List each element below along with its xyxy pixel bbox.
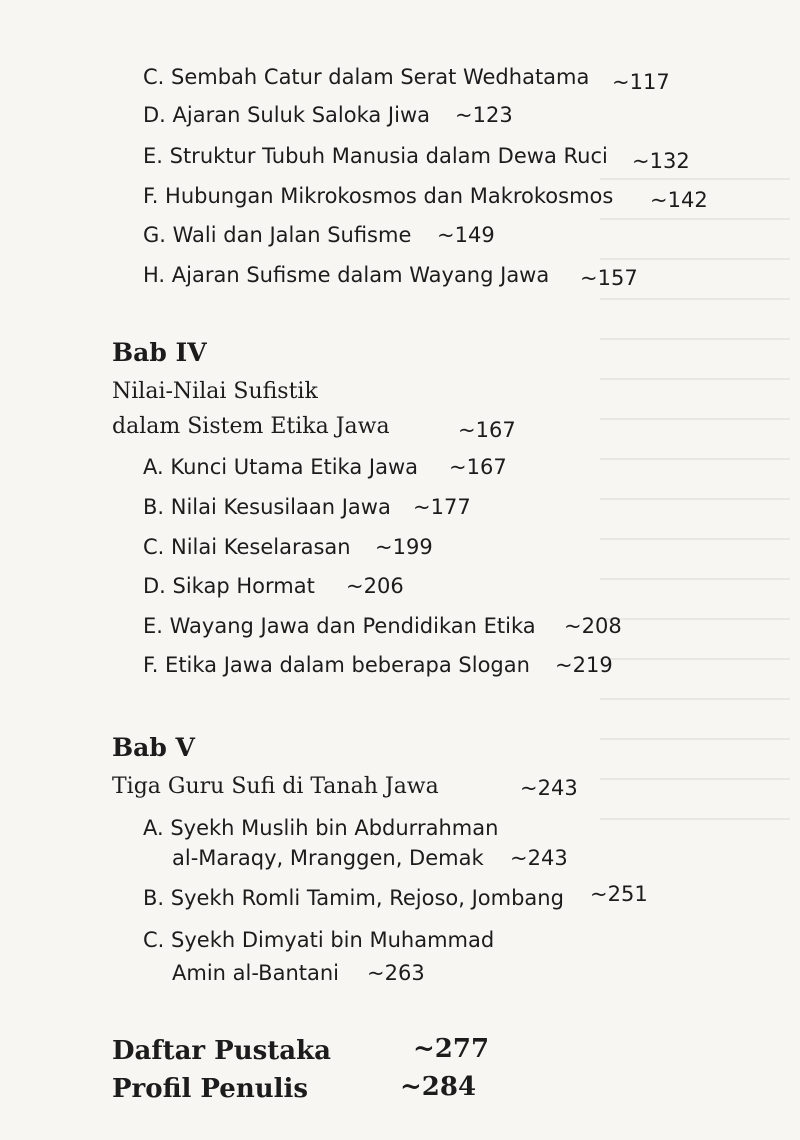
- toc-entry-page: ~167: [449, 455, 507, 479]
- toc-entry-page: ~263: [367, 961, 425, 985]
- toc-entry-page: ~251: [590, 882, 648, 906]
- chapter-title-line1: Nilai-Nilai Sufistik: [112, 379, 318, 404]
- back-matter-label: Daftar Pustaka: [112, 1036, 331, 1066]
- toc-entry-page: ~219: [555, 653, 613, 677]
- chapter-title-page: ~167: [458, 418, 516, 442]
- toc-entry-label: E. Struktur Tubuh Manusia dalam Dewa Ruci: [143, 144, 608, 168]
- toc-entry-label: C. Nilai Keselarasan: [143, 535, 351, 559]
- toc-entry-label: H. Ajaran Sufisme dalam Wayang Jawa: [143, 263, 550, 287]
- toc-entry-label-cont: al-Maraqy, Mranggen, Demak: [172, 846, 484, 870]
- toc-entry-label-cont: Amin al-Bantani: [172, 961, 340, 985]
- toc-entry-page: ~142: [650, 188, 708, 212]
- toc-entry-label: B. Nilai Kesusilaan Jawa: [143, 495, 391, 519]
- back-matter-page: ~284: [400, 1072, 477, 1102]
- toc-entry-label: E. Wayang Jawa dan Pendidikan Etika: [143, 614, 536, 638]
- toc-entry-label: B. Syekh Romli Tamim, Rejoso, Jombang: [143, 886, 564, 910]
- toc-entry-label: G. Wali dan Jalan Sufisme: [143, 223, 412, 247]
- chapter-title-line2: dalam Sistem Etika Jawa: [112, 414, 390, 439]
- bleed-through-texture: [600, 150, 790, 850]
- back-matter-page: ~277: [413, 1034, 490, 1064]
- toc-entry-page: ~177: [413, 495, 471, 519]
- toc-entry-page: ~117: [612, 70, 670, 94]
- toc-entry-label: A. Syekh Muslih bin Abdurrahman: [143, 816, 499, 840]
- toc-entry-label: F. Hubungan Mikrokosmos dan Makrokosmos: [143, 184, 614, 208]
- toc-entry-page: ~157: [580, 266, 638, 290]
- toc-entry-label: F. Etika Jawa dalam beberapa Slogan: [143, 653, 530, 677]
- toc-entry-label: C. Sembah Catur dalam Serat Wedhatama: [143, 65, 590, 89]
- chapter-title: Tiga Guru Sufi di Tanah Jawa: [112, 774, 439, 799]
- chapter-title-page: ~243: [520, 776, 578, 800]
- toc-entry-label: C. Syekh Dimyati bin Muhammad: [143, 928, 495, 952]
- back-matter-label: Profil Penulis: [112, 1074, 309, 1104]
- toc-entry-page: ~132: [632, 149, 690, 173]
- toc-entry-page: ~243: [510, 846, 568, 870]
- chapter-heading: Bab V: [112, 733, 195, 762]
- toc-entry-label: A. Kunci Utama Etika Jawa: [143, 455, 418, 479]
- toc-entry-label: D. Ajaran Suluk Saloka Jiwa: [143, 103, 430, 127]
- toc-entry-page: ~149: [437, 223, 495, 247]
- toc-entry-page: ~123: [455, 103, 513, 127]
- toc-entry-page: ~199: [375, 535, 433, 559]
- toc-entry-page: ~208: [564, 614, 622, 638]
- toc-entry-page: ~206: [346, 574, 404, 598]
- toc-entry-label: D. Sikap Hormat: [143, 574, 315, 598]
- chapter-heading: Bab IV: [112, 338, 207, 367]
